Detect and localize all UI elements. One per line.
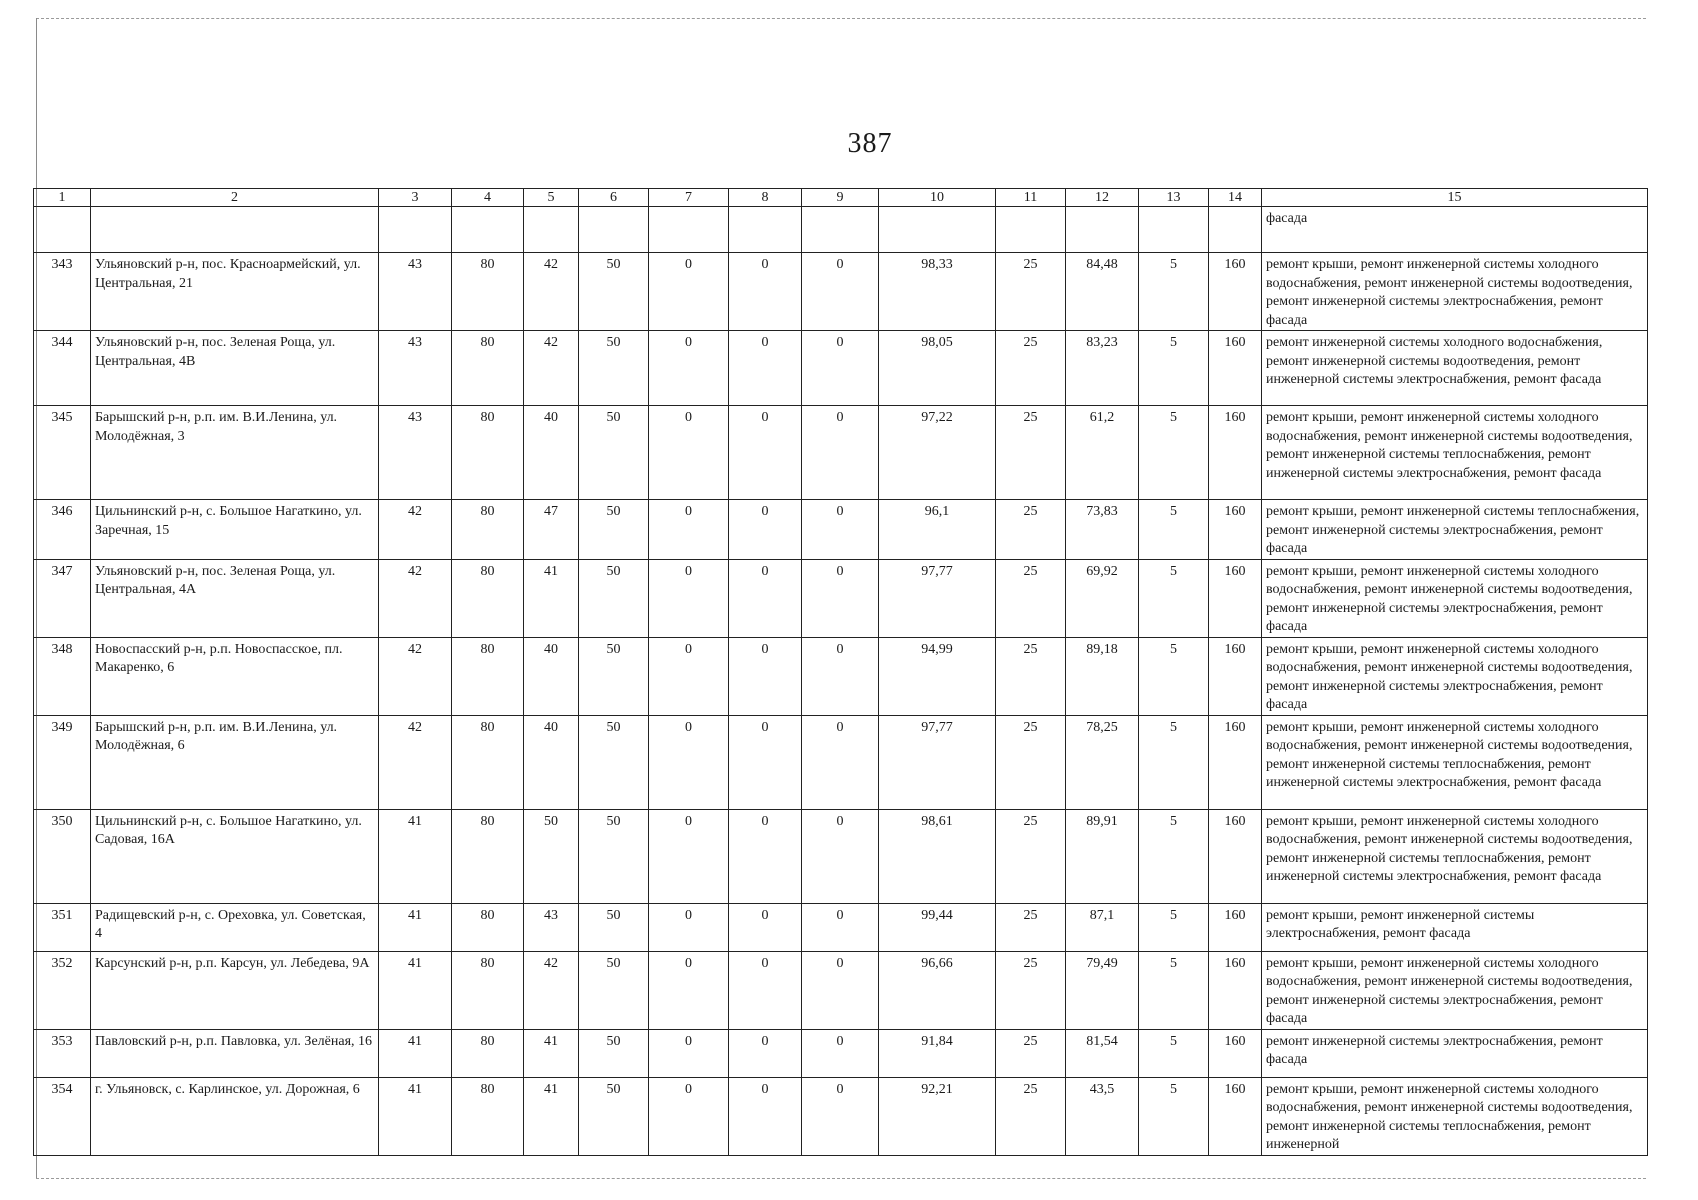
value-cell-c7: 0 [649, 715, 729, 809]
works-cell: ремонт инженерной системы электроснабжения, ремонт фасада [1262, 1029, 1648, 1077]
value-cell-c12: 78,25 [1066, 715, 1139, 809]
row-number-cell: 351 [34, 903, 91, 951]
value-cell-c14: 160 [1209, 903, 1262, 951]
value-cell-c14: 160 [1209, 559, 1262, 637]
column-header: 5 [524, 189, 579, 207]
column-header: 7 [649, 189, 729, 207]
address-cell: Барышский р-н, р.п. им. В.И.Ленина, ул. Молодёжная, 6 [91, 715, 379, 809]
value-cell-c10: 98,05 [879, 331, 996, 406]
value-cell-c11: 25 [996, 715, 1066, 809]
address-cell: Барышский р-н, р.п. им. В.И.Ленина, ул. Молодёжная, 3 [91, 406, 379, 500]
value-cell-c13: 5 [1139, 1077, 1209, 1155]
value-cell-c8: 0 [729, 637, 802, 715]
value-cell-c10: 96,66 [879, 951, 996, 1029]
table-cell [879, 207, 996, 253]
column-header: 1 [34, 189, 91, 207]
works-cell: фасада [1262, 207, 1648, 253]
value-cell-c5: 42 [524, 951, 579, 1029]
page-number: 387 [847, 128, 893, 159]
works-cell: ремонт крыши, ремонт инженерной системы холодного водоснабжения, ремонт инженерной системы водоотведения, ремонт инженерной системы электроснабжения, ремонт фасада [1262, 637, 1648, 715]
value-cell-c3: 42 [379, 559, 452, 637]
value-cell-c12: 61,2 [1066, 406, 1139, 500]
row-number-cell: 353 [34, 1029, 91, 1077]
value-cell-c11: 25 [996, 637, 1066, 715]
value-cell-c13: 5 [1139, 253, 1209, 331]
value-cell-c6: 50 [579, 809, 649, 903]
value-cell-c14: 160 [1209, 253, 1262, 331]
value-cell-c4: 80 [452, 559, 524, 637]
value-cell-c5: 40 [524, 715, 579, 809]
value-cell-c5: 47 [524, 500, 579, 560]
value-cell-c6: 50 [579, 331, 649, 406]
value-cell-c3: 43 [379, 406, 452, 500]
works-cell: ремонт крыши, ремонт инженерной системы электроснабжения, ремонт фасада [1262, 903, 1648, 951]
value-cell-c4: 80 [452, 1077, 524, 1155]
value-cell-c7: 0 [649, 903, 729, 951]
table-cell [379, 207, 452, 253]
value-cell-c14: 160 [1209, 1077, 1262, 1155]
value-cell-c13: 5 [1139, 951, 1209, 1029]
address-cell: Ульяновский р-н, пос. Зеленая Роща, ул. Центральная, 4В [91, 331, 379, 406]
value-cell-c7: 0 [649, 1077, 729, 1155]
value-cell-c10: 97,77 [879, 715, 996, 809]
table-row [34, 1077, 1648, 1155]
value-cell-c13: 5 [1139, 715, 1209, 809]
table-row [34, 637, 1648, 715]
value-cell-c7: 0 [649, 253, 729, 331]
value-cell-c8: 0 [729, 253, 802, 331]
value-cell-c14: 160 [1209, 809, 1262, 903]
value-cell-c14: 160 [1209, 637, 1262, 715]
page-frame-bottom [36, 1178, 1646, 1179]
value-cell-c11: 25 [996, 559, 1066, 637]
value-cell-c12: 81,54 [1066, 1029, 1139, 1077]
value-cell-c13: 5 [1139, 637, 1209, 715]
value-cell-c4: 80 [452, 500, 524, 560]
address-cell: Цильнинский р-н, с. Большое Нагаткино, ул. Садовая, 16А [91, 809, 379, 903]
value-cell-c5: 40 [524, 637, 579, 715]
value-cell-c9: 0 [802, 559, 879, 637]
value-cell-c5: 41 [524, 559, 579, 637]
value-cell-c3: 43 [379, 253, 452, 331]
table-cell [91, 207, 379, 253]
table-row [34, 1029, 1648, 1077]
value-cell-c4: 80 [452, 253, 524, 331]
row-number-cell: 344 [34, 331, 91, 406]
value-cell-c10: 94,99 [879, 637, 996, 715]
value-cell-c7: 0 [649, 559, 729, 637]
value-cell-c13: 5 [1139, 406, 1209, 500]
value-cell-c9: 0 [802, 809, 879, 903]
value-cell-c7: 0 [649, 331, 729, 406]
value-cell-c10: 97,22 [879, 406, 996, 500]
row-number-cell: 345 [34, 406, 91, 500]
value-cell-c3: 42 [379, 637, 452, 715]
address-cell: Новоспасский р-н, р.п. Новоспасское, пл. Макаренко, 6 [91, 637, 379, 715]
works-cell: ремонт крыши, ремонт инженерной системы холодного водоснабжения, ремонт инженерной системы водоотведения, ремонт инженерной системы электроснабжения, ремонт фасада [1262, 253, 1648, 331]
value-cell-c9: 0 [802, 331, 879, 406]
value-cell-c8: 0 [729, 809, 802, 903]
row-number-cell: 352 [34, 951, 91, 1029]
column-header: 11 [996, 189, 1066, 207]
value-cell-c11: 25 [996, 1029, 1066, 1077]
value-cell-c12: 73,83 [1066, 500, 1139, 560]
value-cell-c7: 0 [649, 500, 729, 560]
column-number-header-row [34, 189, 1648, 207]
value-cell-c13: 5 [1139, 809, 1209, 903]
value-cell-c12: 89,18 [1066, 637, 1139, 715]
value-cell-c8: 0 [729, 1029, 802, 1077]
value-cell-c6: 50 [579, 637, 649, 715]
works-cell: ремонт инженерной системы холодного водоснабжения, ремонт инженерной системы водоотведения, ремонт инженерной системы электроснабжения, ремонт фасада [1262, 331, 1648, 406]
value-cell-c9: 0 [802, 406, 879, 500]
table-cell [34, 207, 91, 253]
address-cell: г. Ульяновск, с. Карлинское, ул. Дорожная, 6 [91, 1077, 379, 1155]
value-cell-c5: 40 [524, 406, 579, 500]
value-cell-c10: 98,33 [879, 253, 996, 331]
value-cell-c5: 43 [524, 903, 579, 951]
column-header: 6 [579, 189, 649, 207]
table-cell [802, 207, 879, 253]
value-cell-c13: 5 [1139, 1029, 1209, 1077]
value-cell-c4: 80 [452, 1029, 524, 1077]
value-cell-c12: 79,49 [1066, 951, 1139, 1029]
value-cell-c9: 0 [802, 637, 879, 715]
address-cell: Цильнинский р-н, с. Большое Нагаткино, ул. Заречная, 15 [91, 500, 379, 560]
value-cell-c5: 42 [524, 331, 579, 406]
works-cell: ремонт крыши, ремонт инженерной системы холодного водоснабжения, ремонт инженерной системы водоотведения, ремонт инженерной системы теплоснабжения, ремонт инженерной [1262, 1077, 1648, 1155]
table-row [34, 903, 1648, 951]
value-cell-c9: 0 [802, 253, 879, 331]
value-cell-c5: 50 [524, 809, 579, 903]
row-number-cell: 347 [34, 559, 91, 637]
value-cell-c11: 25 [996, 903, 1066, 951]
page-frame-top [36, 18, 1646, 19]
value-cell-c4: 80 [452, 406, 524, 500]
value-cell-c3: 41 [379, 809, 452, 903]
column-header: 15 [1262, 189, 1648, 207]
value-cell-c5: 41 [524, 1029, 579, 1077]
value-cell-c3: 41 [379, 1029, 452, 1077]
address-cell: Радищевский р-н, с. Ореховка, ул. Советская, 4 [91, 903, 379, 951]
works-cell: ремонт крыши, ремонт инженерной системы теплоснабжения, ремонт инженерной системы электроснабжения, ремонт фасада [1262, 500, 1648, 560]
value-cell-c4: 80 [452, 951, 524, 1029]
works-cell: ремонт крыши, ремонт инженерной системы холодного водоснабжения, ремонт инженерной системы водоотведения, ремонт инженерной системы теплоснабжения, ремонт инженерной системы электроснабжения, ремонт фасада [1262, 406, 1648, 500]
value-cell-c4: 80 [452, 331, 524, 406]
value-cell-c12: 87,1 [1066, 903, 1139, 951]
table-cell [452, 207, 524, 253]
address-cell: Павловский р-н, р.п. Павловка, ул. Зелёная, 16 [91, 1029, 379, 1077]
value-cell-c11: 25 [996, 406, 1066, 500]
value-cell-c3: 43 [379, 331, 452, 406]
value-cell-c7: 0 [649, 406, 729, 500]
value-cell-c9: 0 [802, 500, 879, 560]
value-cell-c6: 50 [579, 715, 649, 809]
value-cell-c6: 50 [579, 500, 649, 560]
works-cell: ремонт крыши, ремонт инженерной системы холодного водоснабжения, ремонт инженерной системы водоотведения, ремонт инженерной системы теплоснабжения, ремонт инженерной системы электроснабжения, ремонт фасада [1262, 715, 1648, 809]
table-row [34, 559, 1648, 637]
value-cell-c4: 80 [452, 715, 524, 809]
value-cell-c13: 5 [1139, 500, 1209, 560]
table-cell [996, 207, 1066, 253]
value-cell-c11: 25 [996, 809, 1066, 903]
address-cell: Ульяновский р-н, пос. Красноармейский, ул. Центральная, 21 [91, 253, 379, 331]
value-cell-c14: 160 [1209, 715, 1262, 809]
value-cell-c3: 41 [379, 951, 452, 1029]
value-cell-c3: 41 [379, 1077, 452, 1155]
row-number-cell: 346 [34, 500, 91, 560]
value-cell-c6: 50 [579, 406, 649, 500]
value-cell-c14: 160 [1209, 500, 1262, 560]
value-cell-c14: 160 [1209, 951, 1262, 1029]
value-cell-c7: 0 [649, 951, 729, 1029]
value-cell-c14: 160 [1209, 331, 1262, 406]
value-cell-c8: 0 [729, 500, 802, 560]
value-cell-c10: 97,77 [879, 559, 996, 637]
table-row [34, 253, 1648, 331]
value-cell-c3: 42 [379, 500, 452, 560]
table-cell [729, 207, 802, 253]
table-cell [1139, 207, 1209, 253]
table-cell [1209, 207, 1262, 253]
value-cell-c6: 50 [579, 951, 649, 1029]
value-cell-c12: 43,5 [1066, 1077, 1139, 1155]
row-number-cell: 348 [34, 637, 91, 715]
value-cell-c8: 0 [729, 715, 802, 809]
value-cell-c9: 0 [802, 1077, 879, 1155]
value-cell-c8: 0 [729, 406, 802, 500]
value-cell-c11: 25 [996, 331, 1066, 406]
value-cell-c6: 50 [579, 559, 649, 637]
value-cell-c8: 0 [729, 559, 802, 637]
address-cell: Ульяновский р-н, пос. Зеленая Роща, ул. Центральная, 4А [91, 559, 379, 637]
value-cell-c12: 89,91 [1066, 809, 1139, 903]
continuation-row [34, 207, 1648, 253]
repair-program-table [33, 188, 1648, 1156]
value-cell-c6: 50 [579, 1029, 649, 1077]
value-cell-c11: 25 [996, 253, 1066, 331]
works-cell: ремонт крыши, ремонт инженерной системы холодного водоснабжения, ремонт инженерной системы водоотведения, ремонт инженерной системы электроснабжения, ремонт фасада [1262, 951, 1648, 1029]
value-cell-c6: 50 [579, 1077, 649, 1155]
value-cell-c8: 0 [729, 1077, 802, 1155]
value-cell-c4: 80 [452, 637, 524, 715]
column-header: 4 [452, 189, 524, 207]
value-cell-c3: 42 [379, 715, 452, 809]
value-cell-c6: 50 [579, 903, 649, 951]
value-cell-c13: 5 [1139, 559, 1209, 637]
column-header: 12 [1066, 189, 1139, 207]
value-cell-c12: 69,92 [1066, 559, 1139, 637]
address-cell: Карсунский р-н, р.п. Карсун, ул. Лебедева, 9А [91, 951, 379, 1029]
value-cell-c10: 98,61 [879, 809, 996, 903]
value-cell-c4: 80 [452, 809, 524, 903]
value-cell-c8: 0 [729, 331, 802, 406]
column-header: 9 [802, 189, 879, 207]
value-cell-c12: 83,23 [1066, 331, 1139, 406]
row-number-cell: 350 [34, 809, 91, 903]
value-cell-c10: 96,1 [879, 500, 996, 560]
table-row [34, 500, 1648, 560]
row-number-cell: 349 [34, 715, 91, 809]
row-number-cell: 354 [34, 1077, 91, 1155]
value-cell-c5: 41 [524, 1077, 579, 1155]
value-cell-c7: 0 [649, 637, 729, 715]
value-cell-c9: 0 [802, 715, 879, 809]
value-cell-c14: 160 [1209, 406, 1262, 500]
works-cell: ремонт крыши, ремонт инженерной системы холодного водоснабжения, ремонт инженерной системы водоотведения, ремонт инженерной системы электроснабжения, ремонт фасада [1262, 559, 1648, 637]
table-cell [524, 207, 579, 253]
value-cell-c3: 41 [379, 903, 452, 951]
value-cell-c13: 5 [1139, 903, 1209, 951]
column-header: 3 [379, 189, 452, 207]
table-cell [579, 207, 649, 253]
value-cell-c11: 25 [996, 1077, 1066, 1155]
value-cell-c12: 84,48 [1066, 253, 1139, 331]
value-cell-c9: 0 [802, 951, 879, 1029]
value-cell-c10: 92,21 [879, 1077, 996, 1155]
table-row [34, 406, 1648, 500]
table-cell [1066, 207, 1139, 253]
table-cell [649, 207, 729, 253]
value-cell-c13: 5 [1139, 331, 1209, 406]
value-cell-c7: 0 [649, 1029, 729, 1077]
column-header: 10 [879, 189, 996, 207]
value-cell-c14: 160 [1209, 1029, 1262, 1077]
value-cell-c9: 0 [802, 903, 879, 951]
table-row [34, 951, 1648, 1029]
value-cell-c11: 25 [996, 500, 1066, 560]
column-header: 13 [1139, 189, 1209, 207]
value-cell-c4: 80 [452, 903, 524, 951]
value-cell-c11: 25 [996, 951, 1066, 1029]
column-header: 8 [729, 189, 802, 207]
table-row [34, 715, 1648, 809]
row-number-cell: 343 [34, 253, 91, 331]
works-cell: ремонт крыши, ремонт инженерной системы холодного водоснабжения, ремонт инженерной системы водоотведения, ремонт инженерной системы теплоснабжения, ремонт инженерной системы электроснабжения, ремонт фасада [1262, 809, 1648, 903]
value-cell-c10: 91,84 [879, 1029, 996, 1077]
value-cell-c5: 42 [524, 253, 579, 331]
table-row [34, 331, 1648, 406]
table-row [34, 809, 1648, 903]
column-header: 2 [91, 189, 379, 207]
value-cell-c8: 0 [729, 951, 802, 1029]
value-cell-c10: 99,44 [879, 903, 996, 951]
column-header: 14 [1209, 189, 1262, 207]
value-cell-c9: 0 [802, 1029, 879, 1077]
value-cell-c8: 0 [729, 903, 802, 951]
value-cell-c7: 0 [649, 809, 729, 903]
value-cell-c6: 50 [579, 253, 649, 331]
